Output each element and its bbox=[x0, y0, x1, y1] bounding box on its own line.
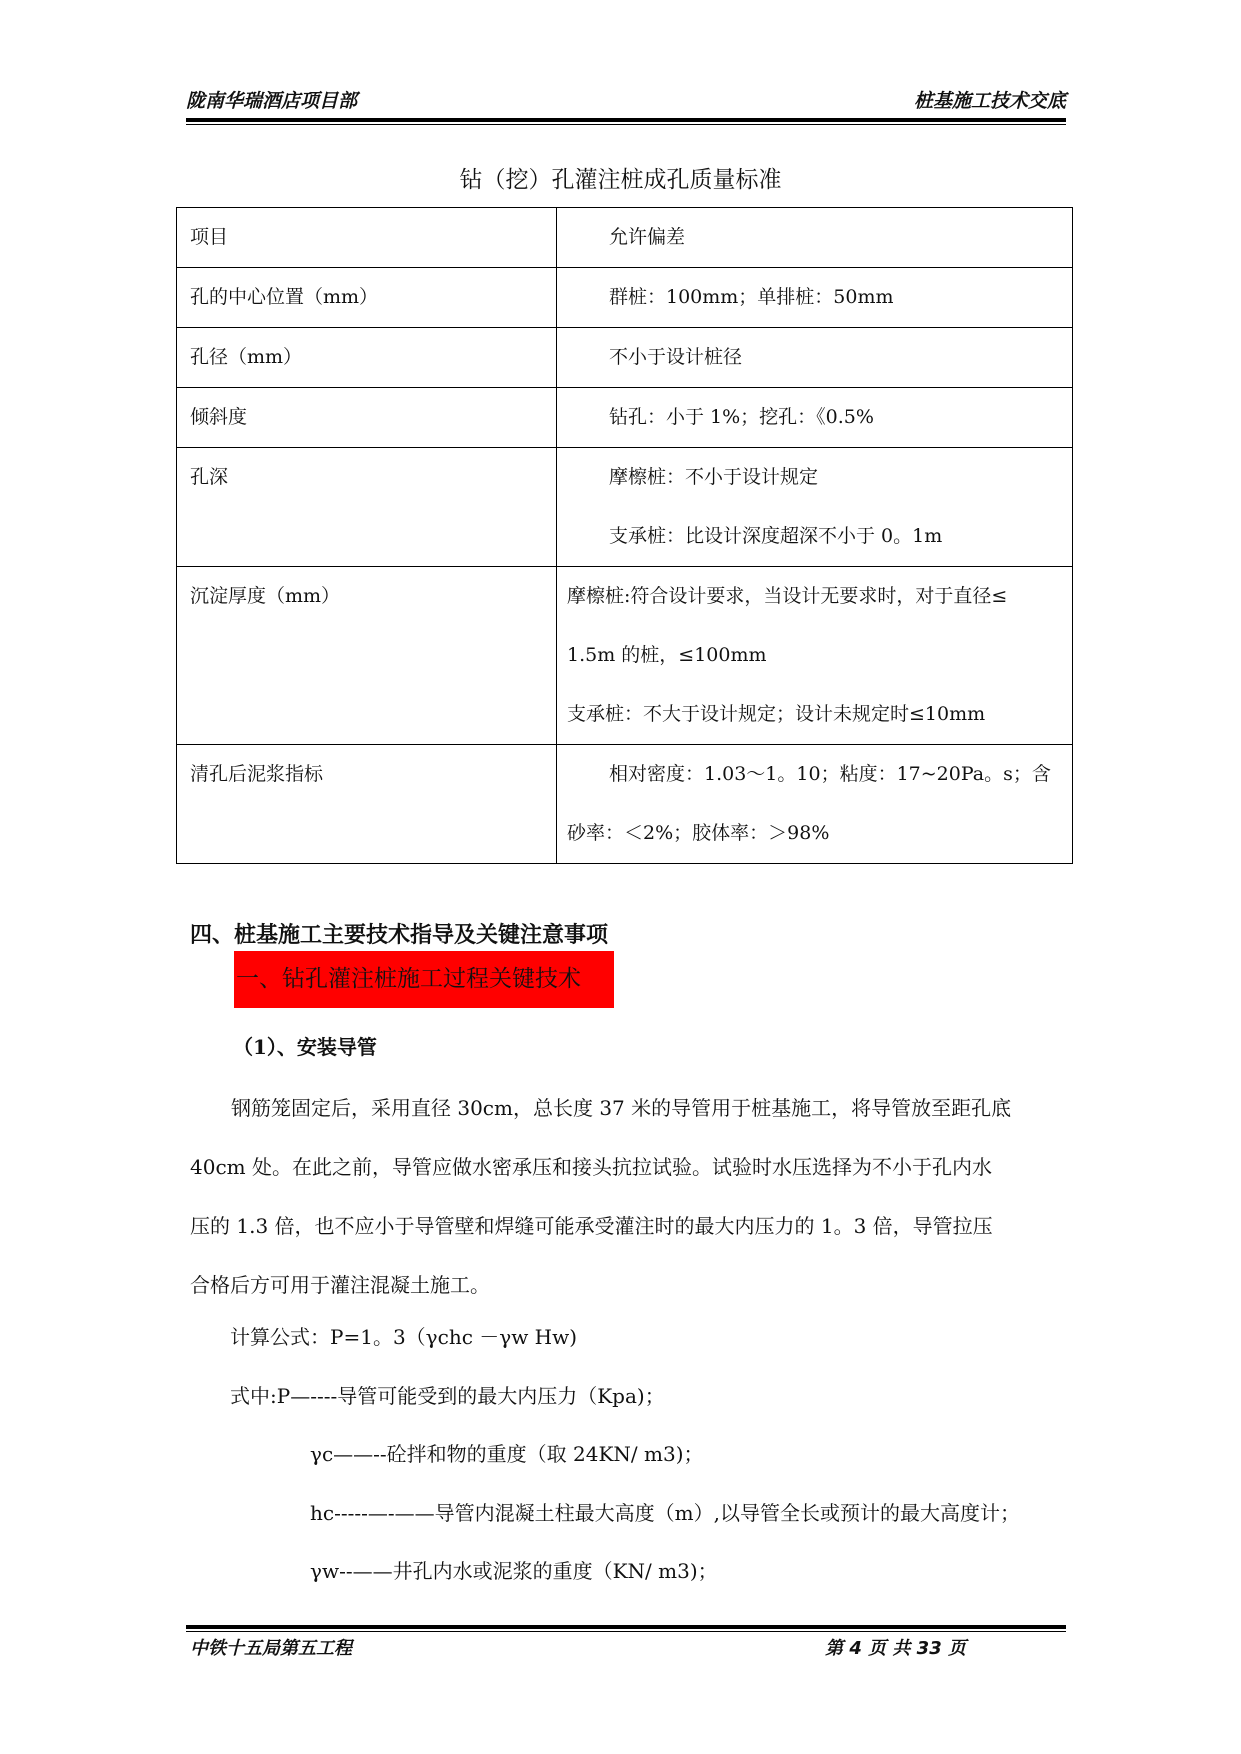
header-project-name: 陇南华瑞酒店项目部 bbox=[186, 90, 358, 112]
formula-gamma-w: γw--——井孔内水或泥浆的重度（KN/ m3)； bbox=[310, 1559, 718, 1583]
formula-where: 式中:P—----导管可能受到的最大内压力（Kpa)； bbox=[230, 1384, 665, 1408]
table-cell-tolerance: 群桩：100mm；单排桩：50mm bbox=[557, 268, 1073, 328]
table-cell-item: 孔的中心位置（mm） bbox=[177, 268, 557, 328]
footer-company: 中铁十五局第五工程 bbox=[190, 1638, 352, 1659]
table-title: 钻（挖）孔灌注桩成孔质量标准 bbox=[459, 167, 782, 193]
table-header-row bbox=[177, 208, 1073, 268]
table-row bbox=[177, 745, 1073, 864]
paragraph-line: 合格后方可用于灌注混凝土施工。 bbox=[190, 1273, 490, 1297]
table-cell-tolerance: 摩檫桩:符合设计要求，当设计无要求时，对于直径≤ 1.5m 的桩，≤100mm 支承桩：不大于设计规定；设计未规定时≤10mm bbox=[557, 567, 1073, 745]
paragraph-line: 压的 1.3 倍，也不应小于导管壁和焊缝可能承受灌注时的最大内压力的 1。3 倍，导管拉压 bbox=[190, 1214, 993, 1238]
header-cell-tolerance: 允许偏差 bbox=[557, 208, 1073, 268]
table-row bbox=[177, 448, 1073, 567]
table-cell-item: 孔深 bbox=[177, 448, 557, 567]
table-row bbox=[177, 388, 1073, 448]
formula-line: 计算公式：P=1。3（γchc －γw Hw) bbox=[230, 1325, 578, 1349]
table-cell-tolerance: 相对密度：1.03～1。10；粘度：17~20Pa。s；含 砂率：＜2%；胶体率：＞98% bbox=[557, 745, 1073, 864]
item-heading: （1）、安装导管 bbox=[233, 1035, 377, 1059]
table-row bbox=[177, 268, 1073, 328]
header-cell-item: 项目 bbox=[177, 208, 557, 268]
formula-hc: hc-----—-——导管内混凝土柱最大高度（m）,以导管全长或预计的最大高度计； bbox=[310, 1501, 1020, 1525]
page-header bbox=[186, 86, 1066, 120]
formula-gamma-c: γc——--砼拌和物的重度（取 24KN/ m3)； bbox=[310, 1442, 704, 1466]
table-cell-tolerance: 钻孔：小于 1%；挖孔：《0.5% bbox=[557, 388, 1073, 448]
footer-rule-thin bbox=[186, 1631, 1066, 1632]
section-heading: 四、桩基施工主要技术指导及关键注意事项 bbox=[190, 922, 609, 948]
body-paragraph bbox=[190, 1079, 1065, 1315]
header-rule-thick bbox=[186, 118, 1066, 122]
header-document-title: 桩基施工技术交底 bbox=[913, 90, 1066, 112]
table-cell-item: 清孔后泥浆指标 bbox=[177, 745, 557, 864]
highlighted-subheading: 一、钻孔灌注桩施工过程关键技术 bbox=[234, 951, 614, 1008]
page-footer bbox=[190, 1634, 966, 1664]
table-row bbox=[177, 567, 1073, 745]
footer-rule-thick bbox=[186, 1625, 1066, 1629]
table-row bbox=[177, 328, 1073, 388]
header-rule-thin bbox=[186, 124, 1066, 125]
paragraph-line: 40cm 处。在此之前，导管应做水密承压和接头抗拉试验。试验时水压选择为不小于孔内水 bbox=[190, 1155, 992, 1179]
table-cell-item: 倾斜度 bbox=[177, 388, 557, 448]
page-number: 第 4 页 共 33 页 bbox=[825, 1638, 966, 1659]
paragraph-line: 钢筋笼固定后，采用直径 30cm，总长度 37 米的导管用于桩基施工，将导管放至距孔底 bbox=[231, 1096, 1012, 1120]
table-cell-tolerance: 不小于设计桩径 bbox=[557, 328, 1073, 388]
table-cell-item: 孔径（mm） bbox=[177, 328, 557, 388]
quality-standard-table bbox=[176, 207, 1073, 864]
table-cell-item: 沉淀厚度（mm） bbox=[177, 567, 557, 745]
table-cell-tolerance: 摩檫桩：不小于设计规定 支承桩：比设计深度超深不小于 0。1m bbox=[557, 448, 1073, 567]
